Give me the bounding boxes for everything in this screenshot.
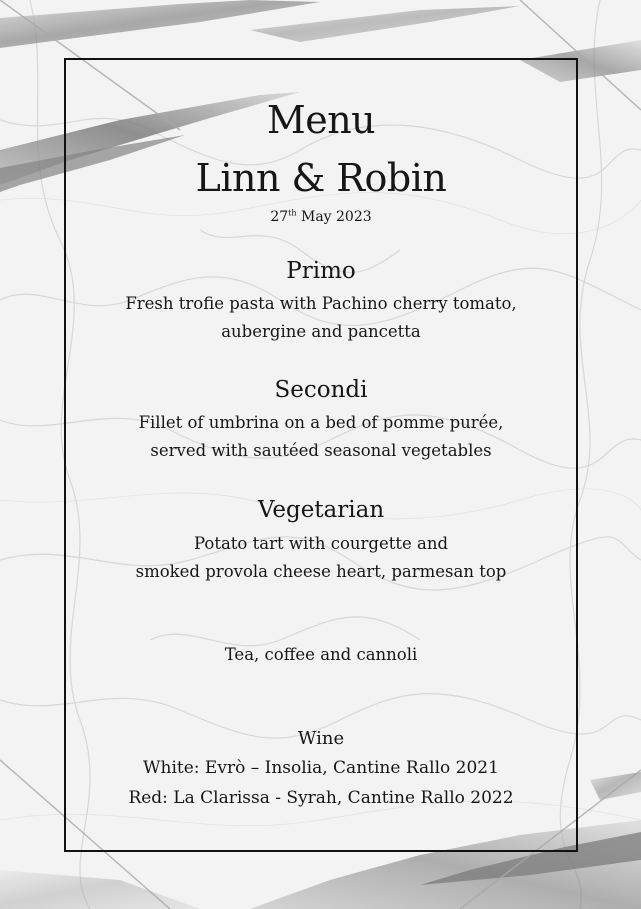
date-day: 27 <box>270 209 289 225</box>
dessert-line: Tea, coffee and cannoli <box>224 645 418 664</box>
wine-list <box>64 753 578 813</box>
course-line: served with sautéed seasonal vegetables <box>150 441 492 460</box>
course-heading-primo: Primo <box>286 258 356 284</box>
event-date <box>64 208 578 226</box>
course-line: Fresh trofie pasta with Pachino cherry tomato, <box>125 294 517 313</box>
course-line: smoked provola cheese heart, parmesan top <box>135 562 507 581</box>
course-line: Fillet of umbrina on a bed of pomme purée, <box>138 413 504 432</box>
course-description-vegetarian <box>64 530 578 586</box>
menu-card <box>64 58 578 852</box>
course-description-primo <box>64 290 578 346</box>
course-heading-secondi: Secondi <box>274 377 368 403</box>
date-suffix: th <box>288 208 297 218</box>
course-heading-vegetarian: Vegetarian <box>257 497 385 523</box>
wine-item-red: Red: La Clarissa - Syrah, Cantine Rallo 2022 <box>128 788 514 808</box>
page-title: Menu <box>266 98 376 142</box>
course-line: Potato tart with courgette and <box>193 534 449 553</box>
wine-item-white: White: Evrò – Insolia, Cantine Rallo 2021 <box>143 758 499 778</box>
couple-names: Linn & Robin <box>195 156 447 200</box>
course-description-secondi <box>64 409 578 465</box>
date-month-year: May 2023 <box>296 209 372 225</box>
wine-heading: Wine <box>297 728 345 749</box>
course-line: aubergine and pancetta <box>221 322 421 341</box>
